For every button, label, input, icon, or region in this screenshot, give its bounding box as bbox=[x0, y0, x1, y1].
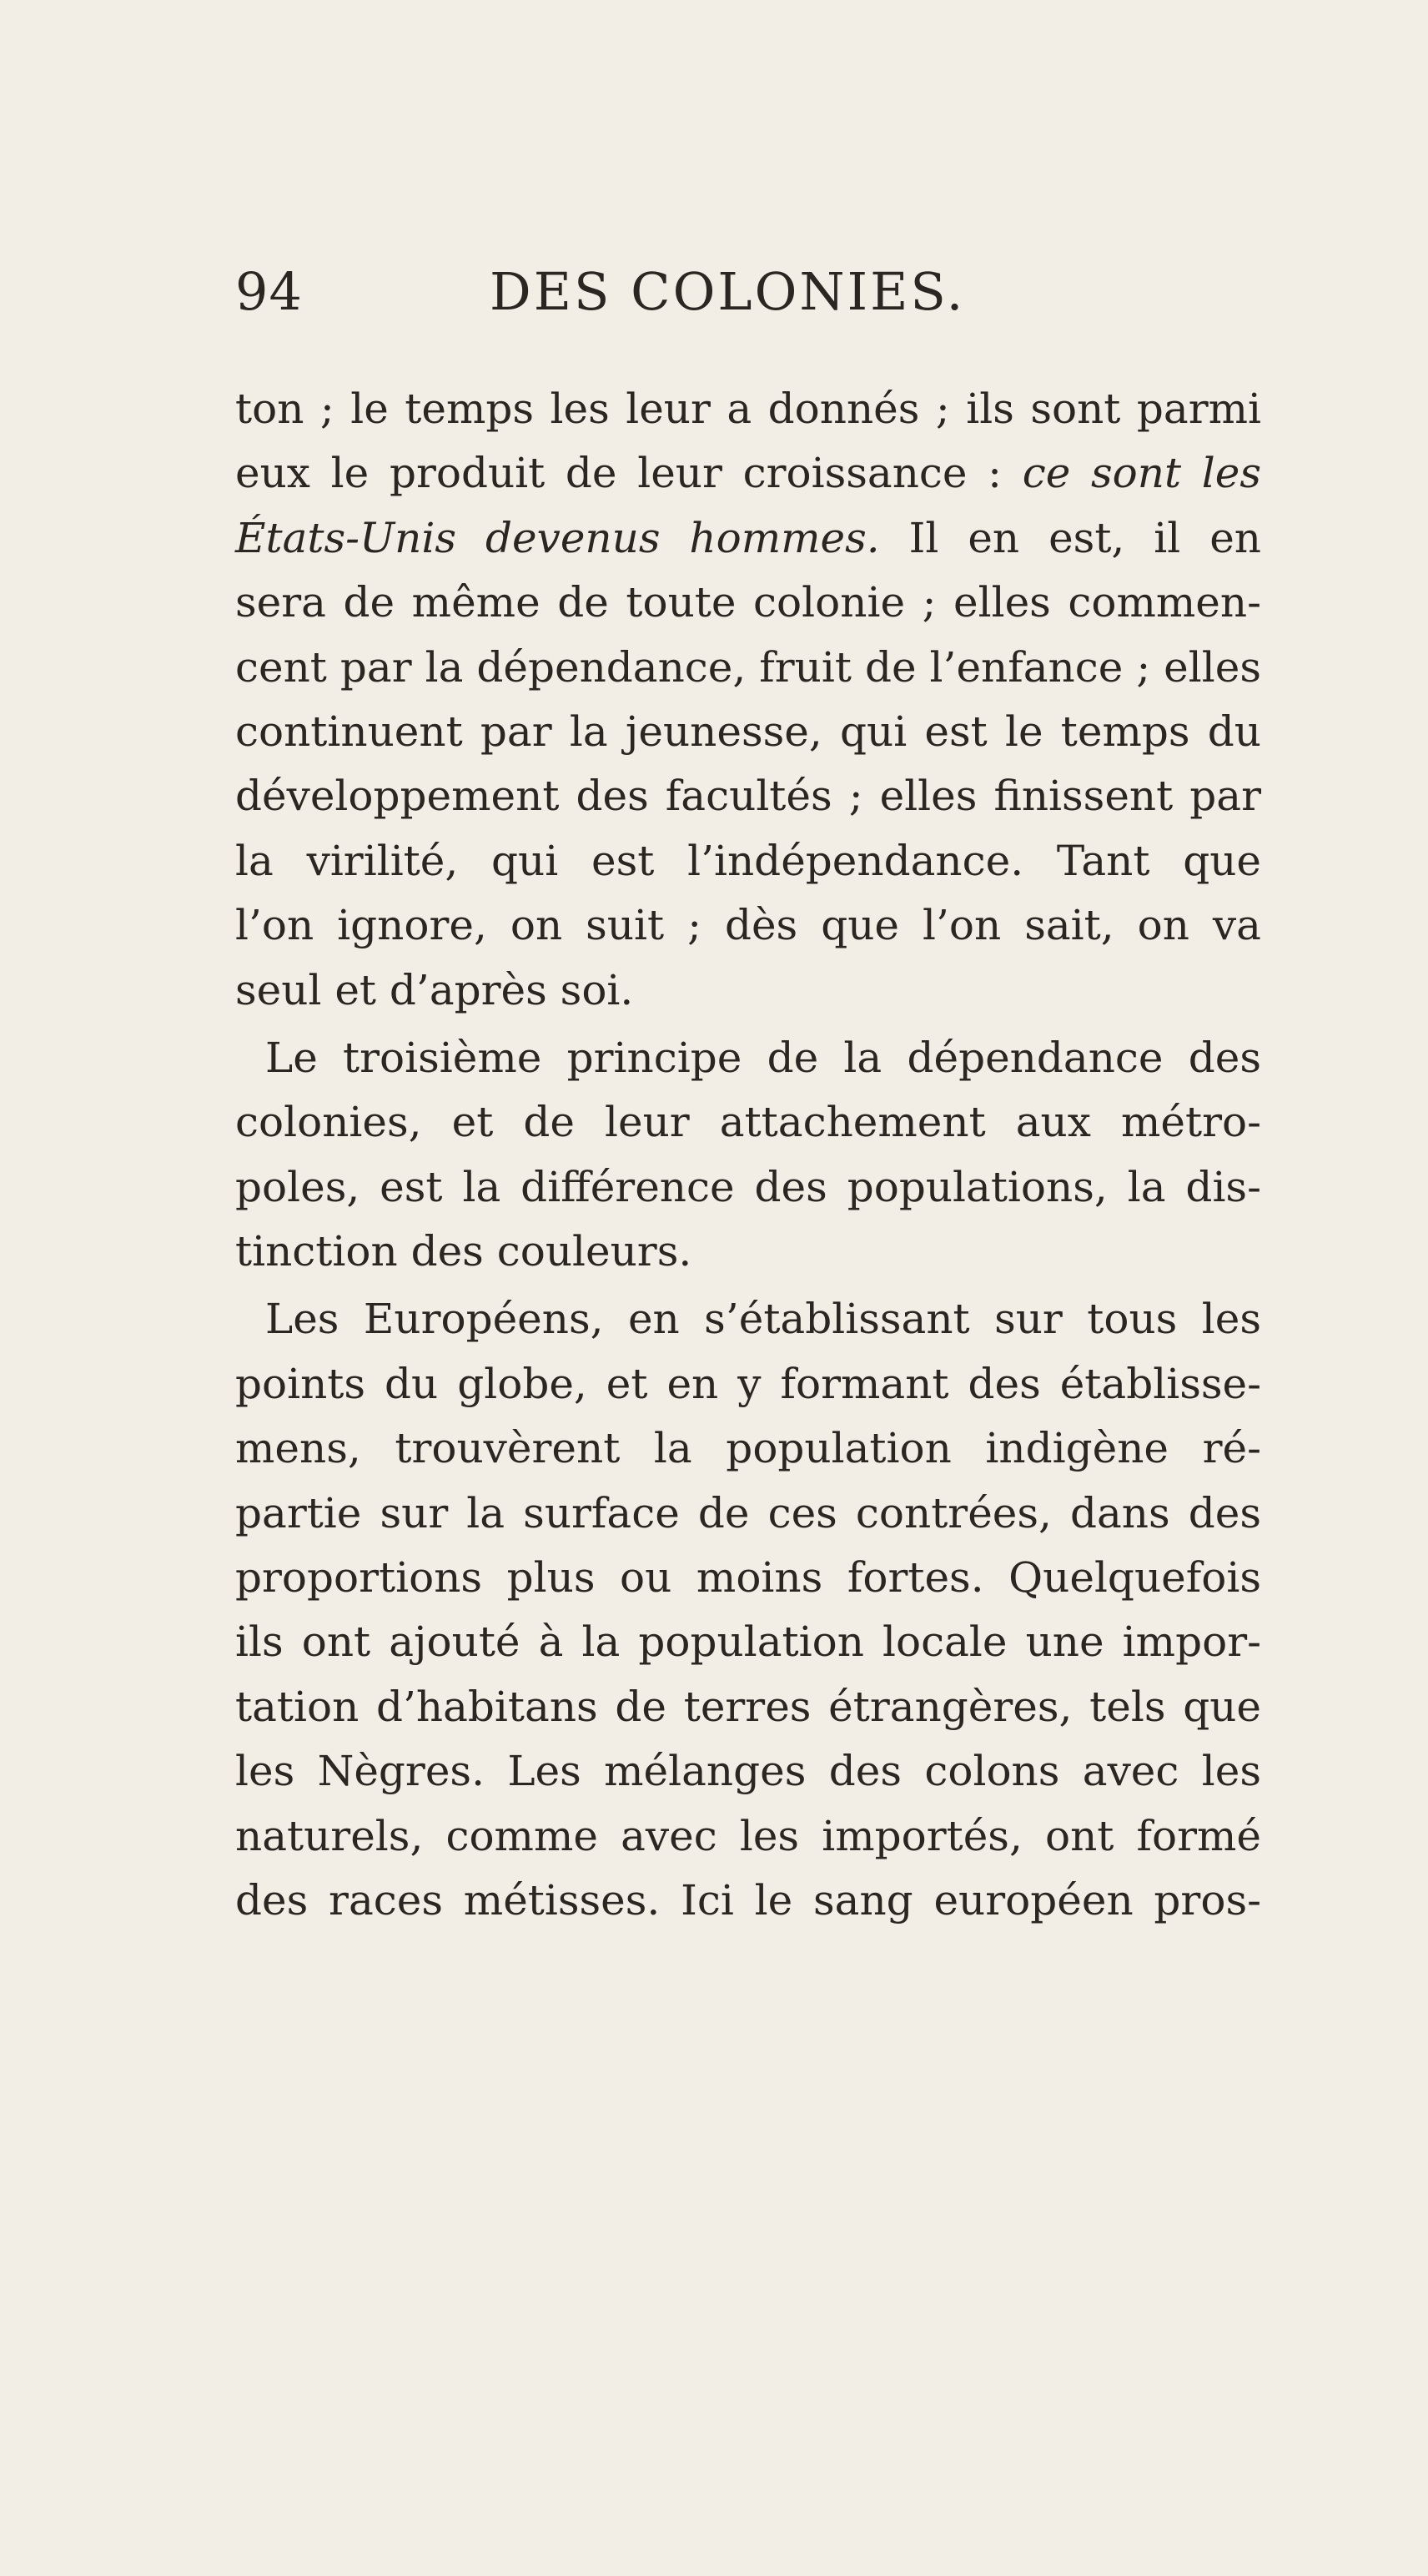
text-line: colonies, et de leur attachement aux métro- bbox=[235, 1098, 1261, 1147]
italic-phrase: États-Unis devenus hommes. bbox=[235, 513, 880, 562]
italic-phrase: ce sont les bbox=[1022, 449, 1261, 498]
text-line: Les Européens, en s’établissant sur tous les bbox=[265, 1295, 1261, 1344]
text-line: points du globe, et en y formant des établisse- bbox=[235, 1359, 1261, 1408]
text-line: États-Unis devenus hommes. Il en est, il en bbox=[235, 513, 1261, 562]
text-line: développement des facultés ; elles finissent par bbox=[235, 772, 1261, 821]
text-line: proportions plus ou moins fortes. Quelquefois bbox=[235, 1553, 1261, 1602]
text-line: sera de même de toute colonie ; elles commen- bbox=[235, 578, 1261, 627]
text-line: ton ; le temps les leur a donnés ; ils sont parmi bbox=[235, 385, 1261, 433]
text-line: cent par la dépendance, fruit de l’enfance ; elles bbox=[235, 642, 1261, 692]
text-line: Le troisième principe de la dépendance des bbox=[265, 1033, 1261, 1082]
running-head: DES COLONIES. bbox=[490, 261, 966, 322]
text-line: partie sur la surface de ces contrées, dans des bbox=[235, 1488, 1261, 1537]
text-line: mens, trouvèrent la population indigène ré- bbox=[235, 1424, 1261, 1473]
text-line: ils ont ajouté à la population locale une impor- bbox=[235, 1618, 1261, 1667]
text-line: continuent par la jeunesse, qui est le temps du bbox=[235, 707, 1261, 756]
page-number: 94 bbox=[235, 261, 303, 322]
body-text bbox=[235, 377, 1261, 1933]
text-line: naturels, comme avec les importés, ont formé bbox=[235, 1811, 1261, 1860]
text-line: les Nègres. Les mélanges des colons avec les bbox=[235, 1747, 1261, 1796]
text-line: tinction des couleurs. bbox=[235, 1227, 692, 1276]
page-header bbox=[235, 254, 1261, 330]
text-line: eux le produit de leur croissance : ce sont les bbox=[235, 449, 1261, 498]
text-line: la virilité, qui est l’indépendance. Tant que bbox=[235, 836, 1261, 885]
text-line: poles, est la différence des populations, la dis- bbox=[235, 1162, 1261, 1211]
text-line: des races métisses. Ici le sang européen pros- bbox=[235, 1875, 1261, 1924]
text-line: tation d’habitans de terres étrangères, tels que bbox=[235, 1682, 1261, 1731]
text-line: l’on ignore, on suit ; dès que l’on sait, on va bbox=[235, 901, 1261, 950]
text-line: seul et d’après soi. bbox=[235, 965, 634, 1014]
